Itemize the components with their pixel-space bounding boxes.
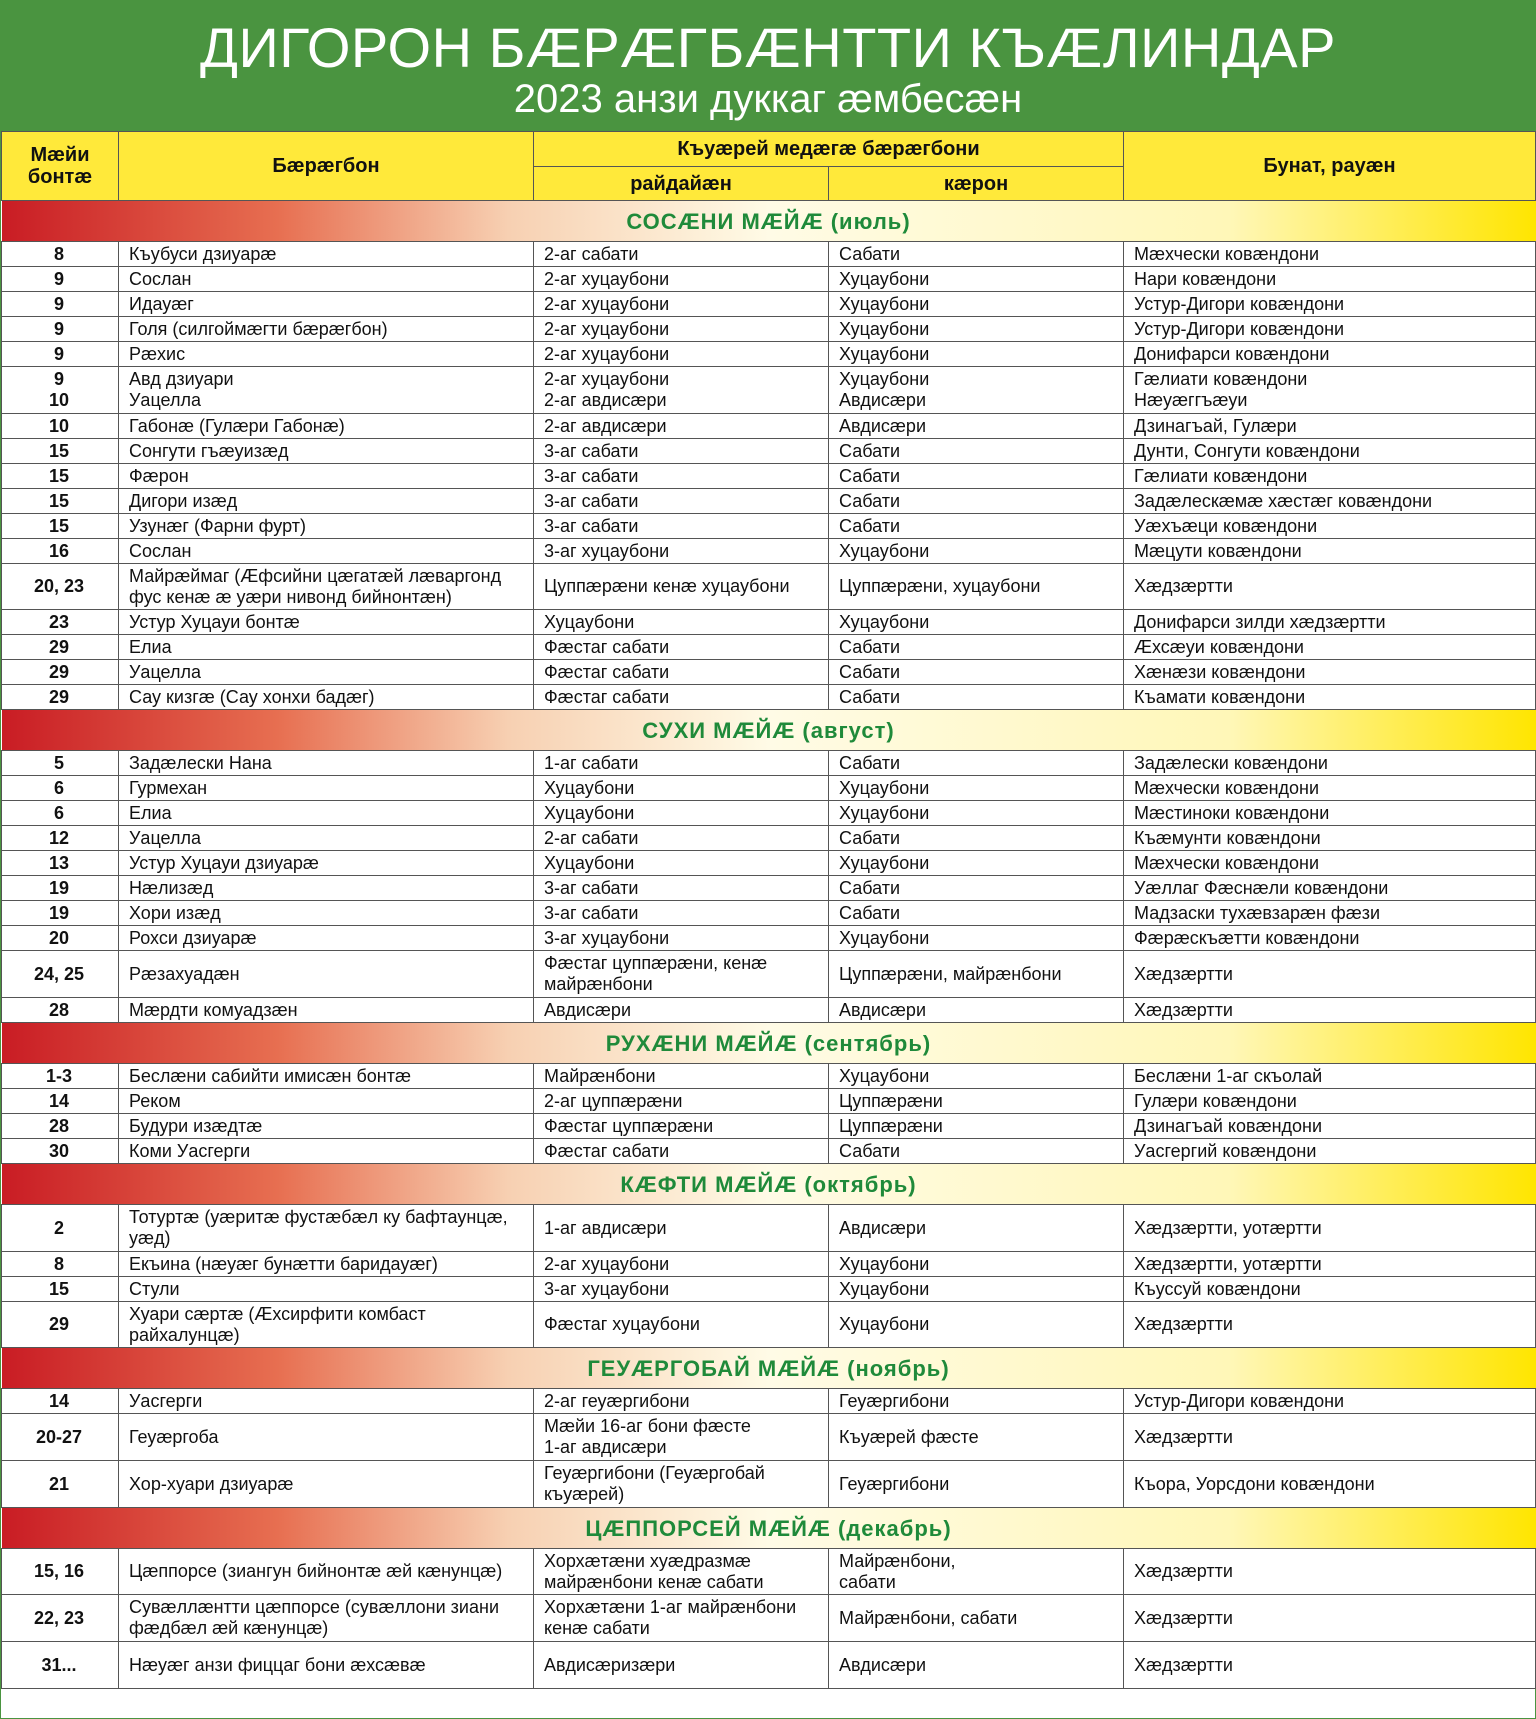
cell-place: Къамати ковæндони [1124, 685, 1536, 710]
cell-place: Задæлескæмæ хæстæг ковæндони [1124, 489, 1536, 514]
cell-fasting-start: Фæстаг сабати [534, 685, 829, 710]
cell-day: 19 [2, 901, 119, 926]
table-row [2, 439, 1536, 464]
cell-fasting-start: 3-аг сабати [534, 876, 829, 901]
cell-holiday: Мæрдти комуадзæн [119, 998, 534, 1023]
month-title: ЦÆППОРСЕЙ МÆЙÆ (декабрь) [2, 1508, 1536, 1549]
cell-fasting-start: Хорхæтæни хуæдразмæ майрæнбони кенæ сабати [534, 1549, 829, 1595]
cell-holiday: Авд дзиуари Уацелла [119, 367, 534, 414]
cell-fasting-start: Авдисæризæри [534, 1642, 829, 1689]
cell-fasting-start: 2-аг цуппæрæни [534, 1089, 829, 1114]
cell-day: 9 10 [2, 367, 119, 414]
table-row [2, 851, 1536, 876]
cell-holiday: Нæлизæд [119, 876, 534, 901]
cell-holiday: Будури изæдтæ [119, 1114, 534, 1139]
cell-fasting-end: Сабати [829, 876, 1124, 901]
cell-holiday: Къубуси дзиуарæ [119, 242, 534, 267]
cell-holiday: Рохси дзиуарæ [119, 926, 534, 951]
table-row [2, 514, 1536, 539]
table-row [2, 1302, 1536, 1348]
cell-fasting-end: Сабати [829, 464, 1124, 489]
month-title: СУХИ МÆЙÆ (август) [2, 710, 1536, 751]
cell-place: Мадзаски тухæвзарæн фæзи [1124, 901, 1536, 926]
cell-fasting-start: 3-аг сабати [534, 514, 829, 539]
cell-fasting-end: Майрæнбони, сабати [829, 1549, 1124, 1595]
cell-day: 9 [2, 342, 119, 367]
cell-place: Уæллаг Фæснæли ковæндони [1124, 876, 1536, 901]
cell-holiday: Сослан [119, 539, 534, 564]
cell-fasting-end: Цуппæрæни, хуцаубони [829, 564, 1124, 610]
table-row [2, 776, 1536, 801]
cell-place: Мæцути ковæндони [1124, 539, 1536, 564]
cell-day: 28 [2, 998, 119, 1023]
cell-day: 15 [2, 464, 119, 489]
table-row [2, 1549, 1536, 1595]
cell-fasting-start: Хуцаубони [534, 776, 829, 801]
table-row [2, 1252, 1536, 1277]
table-row [2, 610, 1536, 635]
cell-day: 15, 16 [2, 1549, 119, 1595]
cell-fasting-start: Фæстаг сабати [534, 660, 829, 685]
cell-place: Дзинагъай ковæндони [1124, 1114, 1536, 1139]
cell-holiday: Елиа [119, 801, 534, 826]
cell-fasting-start: 2-аг сабати [534, 826, 829, 851]
cell-fasting-start: 3-аг сабати [534, 439, 829, 464]
cell-place: Хæдзæртти [1124, 1302, 1536, 1348]
cell-holiday: Хори изæд [119, 901, 534, 926]
cell-holiday: Сонгути гъæуизæд [119, 439, 534, 464]
cell-holiday: Стули [119, 1277, 534, 1302]
cell-place: Нари ковæндони [1124, 267, 1536, 292]
cell-fasting-end: Цуппæрæни [829, 1089, 1124, 1114]
cell-day: 14 [2, 1089, 119, 1114]
cell-place: Фæрæскъæтти ковæндони [1124, 926, 1536, 951]
cell-fasting-start: 2-аг авдисæри [534, 414, 829, 439]
table-row [2, 1414, 1536, 1461]
cell-fasting-end: Сабати [829, 489, 1124, 514]
table-row [2, 901, 1536, 926]
table-row [2, 801, 1536, 826]
cell-fasting-start: 1-аг авдисæри [534, 1205, 829, 1252]
cell-fasting-start: 2-аг хуцаубони [534, 267, 829, 292]
table-row [2, 414, 1536, 439]
cell-fasting-end: Геуæргибони [829, 1389, 1124, 1414]
cell-fasting-start: Хуцаубони [534, 801, 829, 826]
header-day: Мæйи бонтæ [2, 132, 119, 201]
table-row [2, 1064, 1536, 1089]
cell-holiday: Уацелла [119, 826, 534, 851]
cell-holiday: Идауæг [119, 292, 534, 317]
cell-day: 12 [2, 826, 119, 851]
cell-fasting-start: 3-аг сабати [534, 464, 829, 489]
cell-holiday: Сувæллæнтти цæппорсе (сувæллони зиани фæдбæл æй кæнунцæ) [119, 1595, 534, 1642]
cell-holiday: Нæуæг анзи фиццаг бони æхсæвæ [119, 1642, 534, 1689]
table-row [2, 660, 1536, 685]
cell-fasting-start: Фæстаг сабати [534, 635, 829, 660]
cell-fasting-start: Фæстаг цуппæрæни, кенæ майрæнбони [534, 951, 829, 998]
table-row [2, 342, 1536, 367]
cell-fasting-end: Сабати [829, 685, 1124, 710]
cell-place: Къуссуй ковæндони [1124, 1277, 1536, 1302]
cell-place: Задæлески ковæндони [1124, 751, 1536, 776]
cell-day: 31... [2, 1642, 119, 1689]
cell-fasting-start: 1-аг сабати [534, 751, 829, 776]
cell-place: Донифарси зилди хæдзæртти [1124, 610, 1536, 635]
cell-place: Хæдзæртти, уотæртти [1124, 1205, 1536, 1252]
cell-fasting-end: Хуцаубони [829, 267, 1124, 292]
cell-day: 29 [2, 635, 119, 660]
cell-holiday: Фæрон [119, 464, 534, 489]
cell-fasting-end: Майрæнбони, сабати [829, 1595, 1124, 1642]
cell-holiday: Елиа [119, 635, 534, 660]
table-row [2, 998, 1536, 1023]
cell-fasting-end: Сабати [829, 660, 1124, 685]
cell-place: Æхсæуи ковæндони [1124, 635, 1536, 660]
cell-fasting-end: Сабати [829, 242, 1124, 267]
calendar-title: ДИГОРОН БÆРÆГБÆНТТИ КЪÆЛИНДАР [200, 16, 1336, 79]
cell-day: 13 [2, 851, 119, 876]
cell-day: 16 [2, 539, 119, 564]
cell-place: Мæстиноки ковæндони [1124, 801, 1536, 826]
cell-holiday: Екъина (нæуæг бунæтти баридауæг) [119, 1252, 534, 1277]
month-header-row [2, 1348, 1536, 1389]
table-row [2, 292, 1536, 317]
table-row [2, 489, 1536, 514]
cell-day: 14 [2, 1389, 119, 1414]
header-holiday: Бæрæгбон [119, 132, 534, 201]
cell-place: Мæхчески ковæндони [1124, 851, 1536, 876]
cell-place: Устур-Дигори ковæндони [1124, 1389, 1536, 1414]
cell-fasting-start: Фæстаг хуцаубони [534, 1302, 829, 1348]
cell-fasting-end: Хуцаубони [829, 851, 1124, 876]
month-header-row [2, 201, 1536, 242]
cell-day: 24, 25 [2, 951, 119, 998]
calendar-subtitle: 2023 анзи дуккаг æмбесæн [513, 77, 1023, 121]
cell-day: 20, 23 [2, 564, 119, 610]
cell-day: 2 [2, 1205, 119, 1252]
cell-holiday: Геуæргоба [119, 1414, 534, 1461]
header-fasting-end: кæрон [829, 167, 1124, 201]
cell-day: 10 [2, 414, 119, 439]
cell-place: Хæдзæртти [1124, 1595, 1536, 1642]
cell-fasting-end: Сабати [829, 1139, 1124, 1164]
cell-day: 20 [2, 926, 119, 951]
table-row [2, 564, 1536, 610]
cell-place: Хæдзæртти [1124, 564, 1536, 610]
cell-fasting-start: Авдисæри [534, 998, 829, 1023]
cell-fasting-end: Цуппæрæни, майрæнбони [829, 951, 1124, 998]
cell-day: 28 [2, 1114, 119, 1139]
cell-day: 5 [2, 751, 119, 776]
cell-fasting-end: Сабати [829, 826, 1124, 851]
table-row [2, 1139, 1536, 1164]
cell-holiday: Реком [119, 1089, 534, 1114]
cell-holiday: Устур Хуцауи дзиуарæ [119, 851, 534, 876]
cell-place: Донифарси ковæндони [1124, 342, 1536, 367]
table-body [2, 201, 1536, 1689]
cell-fasting-start: Фæстаг сабати [534, 1139, 829, 1164]
cell-holiday: Устур Хуцауи бонтæ [119, 610, 534, 635]
table-row [2, 1089, 1536, 1114]
cell-day: 8 [2, 1252, 119, 1277]
cell-holiday: Цæппорсе (зиангун бийнонтæ æй кæнунцæ) [119, 1549, 534, 1595]
month-header-row [2, 1023, 1536, 1064]
cell-holiday: Беслæни сабийти имисæн бонтæ [119, 1064, 534, 1089]
cell-fasting-start: Мæйи 16-аг бони фæсте 1-аг авдисæри [534, 1414, 829, 1461]
cell-fasting-start: Цуппæрæни кенæ хуцаубони [534, 564, 829, 610]
cell-day: 9 [2, 317, 119, 342]
cell-fasting-end: Авдисæри [829, 1205, 1124, 1252]
header-place: Бунат, рауæн [1124, 132, 1536, 201]
cell-fasting-end: Хуцаубони [829, 801, 1124, 826]
table-row [2, 685, 1536, 710]
cell-fasting-start: 2-аг хуцаубони [534, 342, 829, 367]
cell-holiday: Майрæймаг (Æфсийни цæгатæй лæваргонд фус кенæ æ уæри нивонд бийнонтæн) [119, 564, 534, 610]
cell-fasting-end: Хуцаубони [829, 1252, 1124, 1277]
cell-place: Хæдзæртти [1124, 998, 1536, 1023]
table-row [2, 464, 1536, 489]
cell-fasting-end: Хуцаубони [829, 1302, 1124, 1348]
table-row [2, 1277, 1536, 1302]
table-row [2, 1642, 1536, 1689]
cell-place: Дзинагъай, Гулæри [1124, 414, 1536, 439]
cell-holiday: Хуари сæртæ (Æхсирфити комбаст райхалунцæ) [119, 1302, 534, 1348]
cell-fasting-end: Сабати [829, 635, 1124, 660]
cell-holiday: Уасгерги [119, 1389, 534, 1414]
cell-fasting-end: Сабати [829, 751, 1124, 776]
cell-fasting-end: Хуцаубони [829, 342, 1124, 367]
cell-holiday: Задæлески Нана [119, 751, 534, 776]
cell-fasting-start: Геуæргибони (Геуæргобай къуæрей) [534, 1461, 829, 1508]
cell-place: Къора, Уорсдони ковæндони [1124, 1461, 1536, 1508]
cell-fasting-start: Фæстаг цуппæрæни [534, 1114, 829, 1139]
cell-day: 1-3 [2, 1064, 119, 1089]
table-row [2, 876, 1536, 901]
cell-place: Устур-Дигори ковæндони [1124, 317, 1536, 342]
cell-fasting-start: 2-аг хуцаубони 2-аг авдисæри [534, 367, 829, 414]
cell-fasting-end: Геуæргибони [829, 1461, 1124, 1508]
cell-day: 29 [2, 1302, 119, 1348]
cell-place: Уæхъæци ковæндони [1124, 514, 1536, 539]
cell-holiday: Гурмехан [119, 776, 534, 801]
cell-fasting-end: Авдисæри [829, 414, 1124, 439]
cell-day: 29 [2, 685, 119, 710]
cell-holiday: Габонæ (Гулæри Габонæ) [119, 414, 534, 439]
cell-day: 15 [2, 1277, 119, 1302]
cell-fasting-start: Хуцаубони [534, 851, 829, 876]
table-row [2, 539, 1536, 564]
cell-fasting-end: Хуцаубони [829, 317, 1124, 342]
cell-holiday: Рæхис [119, 342, 534, 367]
cell-fasting-start: Майрæнбони [534, 1064, 829, 1089]
cell-place: Хæдзæртти [1124, 1642, 1536, 1689]
cell-fasting-end: Хуцаубони [829, 1277, 1124, 1302]
cell-place: Дунти, Сонгути ковæндони [1124, 439, 1536, 464]
cell-holiday: Сослан [119, 267, 534, 292]
cell-day: 9 [2, 292, 119, 317]
cell-fasting-start: 2-аг хуцаубони [534, 1252, 829, 1277]
cell-fasting-end: Цуппæрæни [829, 1114, 1124, 1139]
cell-fasting-start: 3-аг сабати [534, 489, 829, 514]
table-row [2, 951, 1536, 998]
cell-fasting-start: 3-аг хуцаубони [534, 926, 829, 951]
table-row [2, 1595, 1536, 1642]
cell-place: Къæмунти ковæндони [1124, 826, 1536, 851]
cell-day: 22, 23 [2, 1595, 119, 1642]
cell-fasting-start: Хуцаубони [534, 610, 829, 635]
cell-fasting-start: 3-аг хуцаубони [534, 1277, 829, 1302]
cell-holiday: Дигори изæд [119, 489, 534, 514]
cell-day: 20-27 [2, 1414, 119, 1461]
table-row [2, 1461, 1536, 1508]
cell-place: Гæлиати ковæндони [1124, 464, 1536, 489]
cell-fasting-start: 2-аг хуцаубони [534, 292, 829, 317]
cell-place: Гулæри ковæндони [1124, 1089, 1536, 1114]
table-row [2, 926, 1536, 951]
table-row [2, 367, 1536, 414]
cell-day: 29 [2, 660, 119, 685]
cell-day: 19 [2, 876, 119, 901]
cell-fasting-end: Къуæрей фæсте [829, 1414, 1124, 1461]
cell-fasting-end: Сабати [829, 439, 1124, 464]
cell-fasting-end: Хуцаубони [829, 610, 1124, 635]
cell-day: 30 [2, 1139, 119, 1164]
cell-holiday: Голя (силгоймæгти бæрæгбон) [119, 317, 534, 342]
table-row [2, 267, 1536, 292]
cell-day: 9 [2, 267, 119, 292]
table-row [2, 826, 1536, 851]
table-row [2, 1389, 1536, 1414]
table-header [2, 132, 1536, 201]
cell-fasting-end: Хуцаубони [829, 1064, 1124, 1089]
table-row [2, 1114, 1536, 1139]
cell-fasting-end: Сабати [829, 901, 1124, 926]
cell-holiday: Уацелла [119, 660, 534, 685]
cell-day: 8 [2, 242, 119, 267]
cell-day: 15 [2, 514, 119, 539]
cell-fasting-start: 2-аг геуæргибони [534, 1389, 829, 1414]
header-fasting-start: райдайæн [534, 167, 829, 201]
month-title: КÆФТИ МÆЙÆ (октябрь) [2, 1164, 1536, 1205]
month-title: РУХÆНИ МÆЙÆ (сентябрь) [2, 1023, 1536, 1064]
cell-holiday: Рæзахуадæн [119, 951, 534, 998]
month-title: ГЕУÆРГОБАЙ МÆЙÆ (ноябрь) [2, 1348, 1536, 1389]
cell-day: 6 [2, 801, 119, 826]
cell-day: 23 [2, 610, 119, 635]
cell-holiday: Тотуртæ (уæритæ фустæбæл ку бафтаунцæ, уæд) [119, 1205, 534, 1252]
month-title: СОСÆНИ МÆЙÆ (июль) [2, 201, 1536, 242]
cell-fasting-end: Хуцаубони Авдисæри [829, 367, 1124, 414]
title-banner [1, 1, 1535, 131]
table-row [2, 635, 1536, 660]
header-fasting-group: Къуæрей медæгæ бæрæгбони [534, 132, 1124, 167]
cell-place: Устур-Дигори ковæндони [1124, 292, 1536, 317]
holiday-table [1, 131, 1536, 1689]
table-row [2, 1205, 1536, 1252]
cell-fasting-start: 2-аг сабати [534, 242, 829, 267]
cell-fasting-end: Авдисæри [829, 998, 1124, 1023]
cell-place: Мæхчески ковæндони [1124, 776, 1536, 801]
cell-fasting-end: Сабати [829, 514, 1124, 539]
cell-day: 6 [2, 776, 119, 801]
cell-place: Мæхчески ковæндони [1124, 242, 1536, 267]
cell-fasting-start: Хорхæтæни 1-аг майрæнбони кенæ сабати [534, 1595, 829, 1642]
cell-fasting-end: Хуцаубони [829, 292, 1124, 317]
table-row [2, 242, 1536, 267]
month-header-row [2, 1508, 1536, 1549]
cell-holiday: Сау кизгæ (Сау хонхи бадæг) [119, 685, 534, 710]
cell-place: Беслæни 1-аг скъолай [1124, 1064, 1536, 1089]
cell-fasting-start: 3-аг сабати [534, 901, 829, 926]
cell-fasting-end: Авдисæри [829, 1642, 1124, 1689]
cell-day: 15 [2, 489, 119, 514]
month-header-row [2, 1164, 1536, 1205]
cell-place: Хæдзæртти [1124, 1549, 1536, 1595]
cell-holiday: Коми Уасгерги [119, 1139, 534, 1164]
cell-fasting-start: 2-аг хуцаубони [534, 317, 829, 342]
cell-day: 15 [2, 439, 119, 464]
cell-fasting-end: Хуцаубони [829, 539, 1124, 564]
cell-place: Гæлиати ковæндони Нæуæггъæуи [1124, 367, 1536, 414]
cell-place: Уасгергий ковæндони [1124, 1139, 1536, 1164]
cell-fasting-start: 3-аг хуцаубони [534, 539, 829, 564]
month-header-row [2, 710, 1536, 751]
cell-fasting-end: Хуцаубони [829, 776, 1124, 801]
cell-holiday: Хор-хуари дзиуарæ [119, 1461, 534, 1508]
cell-holiday: Узунæг (Фарни фурт) [119, 514, 534, 539]
table-row [2, 317, 1536, 342]
cell-fasting-end: Хуцаубони [829, 926, 1124, 951]
cell-place: Хæдзæртти [1124, 1414, 1536, 1461]
cell-place: Хæнæзи ковæндони [1124, 660, 1536, 685]
cell-place: Хæдзæртти, уотæртти [1124, 1252, 1536, 1277]
table-row [2, 751, 1536, 776]
cell-day: 21 [2, 1461, 119, 1508]
cell-place: Хæдзæртти [1124, 951, 1536, 998]
